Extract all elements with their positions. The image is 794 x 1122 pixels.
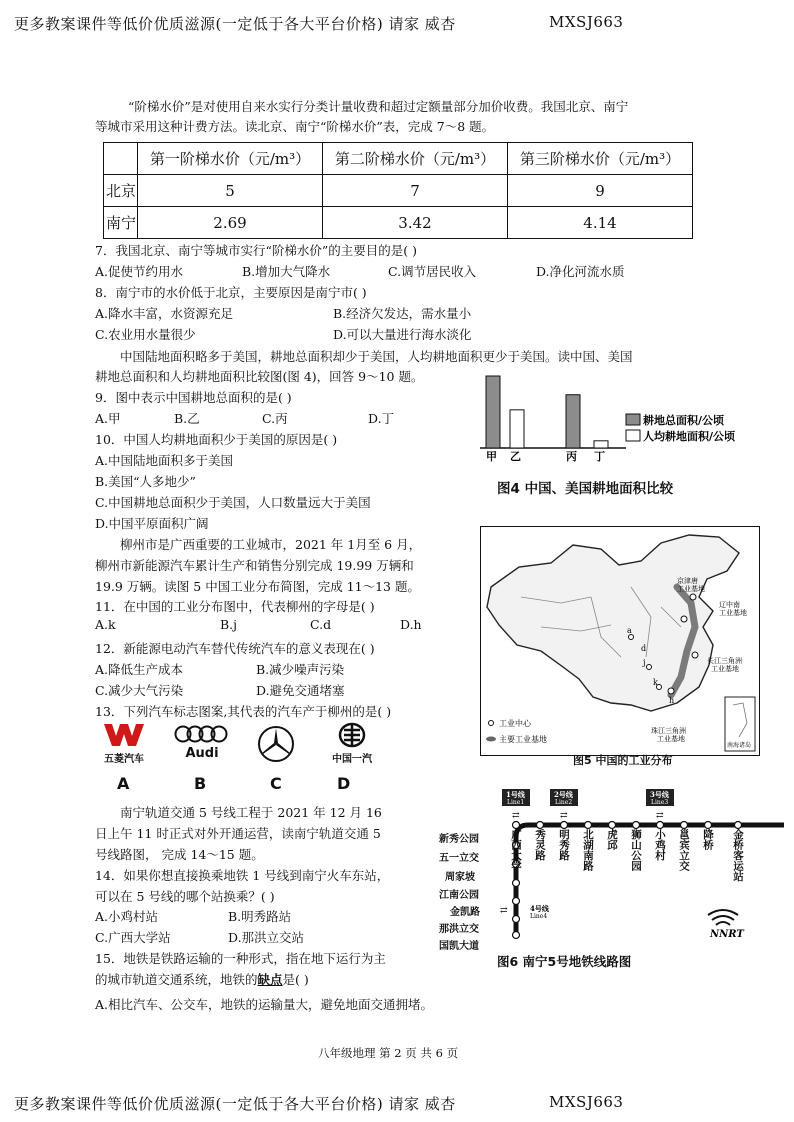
q7-option-b: B.增加大气降水 (242, 264, 331, 279)
line4-en: Line4 (530, 913, 548, 920)
table-cell: 9 (508, 175, 693, 207)
legend-swatch-percapita (626, 430, 640, 441)
station-label: 邕宾立交 (678, 829, 690, 871)
table-header-row (104, 143, 693, 175)
q12-option-d: D.避免交通堵塞 (256, 683, 345, 698)
table-cell: 4.14 (508, 207, 693, 239)
q10-option-c: C.中国耕地总面积少于美国，人口数量远大于美国 (95, 495, 371, 510)
legend-base-icon (486, 737, 496, 742)
map-label: 工业基地 (711, 665, 739, 673)
q9-option-d: D.丁 (368, 411, 395, 426)
transfer-icon: ⇄ (656, 811, 664, 821)
map-letter: a (627, 626, 632, 635)
station-dot (513, 916, 520, 923)
industrial-center-icon (692, 652, 698, 658)
q8-option-c: C.农业用水量很少 (95, 327, 196, 342)
logo-wuling (100, 722, 148, 766)
station-dot (513, 880, 520, 887)
wuling-emblem-icon (100, 722, 148, 748)
station-label: 金桥客运站 (732, 829, 744, 882)
station-label: 秀灵路 (534, 829, 546, 861)
table-header: 第一阶梯水价（元/m³） (138, 143, 323, 175)
china-map (481, 527, 759, 755)
q8-option-d: D.可以大量进行海水淡化 (333, 327, 472, 342)
legend-swatch-total (626, 414, 640, 425)
logo-letter-d: D (337, 774, 351, 793)
station-label: 周家坡 (445, 872, 475, 883)
station-label: 金凯路 (450, 907, 480, 918)
map-label: 长江三角洲 (707, 657, 742, 665)
q12-option-c: C.减少大气污染 (95, 683, 184, 698)
fig4-chart (478, 372, 736, 463)
q15-stem-part: 的城市轨道交通系统，地铁的 (95, 972, 258, 987)
q9-option-b: B.乙 (174, 411, 200, 426)
q14-option-a: A.小鸡村站 (95, 909, 159, 924)
transfer-icon: ⇄ (512, 811, 520, 821)
logo-letter-c: C (270, 774, 282, 793)
q15-stem-line1: 15．地铁是铁路运输的一种形式，指在地下运行为主 (95, 951, 386, 966)
table-header: 第三阶梯水价（元/m³） (508, 143, 693, 175)
footer-code: MXSJ663 (549, 1093, 624, 1111)
station-label: 降桥 (702, 829, 714, 850)
intro3-line3: 19.9 万辆。读图 5 中国工业分布简图，完成 11～13 题。 (95, 579, 420, 594)
footer-text: 更多教案课件等低价优质滋源(一定低于各大平台价格) 请家 威杏 (14, 1095, 456, 1113)
fig4-caption: 图4 中国、美国耕地面积比较 (497, 481, 674, 497)
map-letter: h (669, 696, 675, 705)
q12-stem: 12．新能源电动汽车替代传统汽车的意义表现在( ) (95, 641, 375, 656)
mercedes-star-icon (256, 724, 296, 764)
logo-letter-b: B (194, 774, 207, 793)
table-cell: 7 (323, 175, 508, 207)
intro4-line2: 日上午 11 时正式对外开通运营，读南宁轨道交通 5 (95, 826, 381, 841)
map-label: 辽中南 (719, 601, 740, 609)
table-cell-city: 南宁 (104, 207, 138, 239)
station-dot (513, 932, 520, 939)
q10-stem: 10．中国人均耕地面积少于美国的原因是( ) (95, 432, 338, 447)
q11-option-a: A.k (95, 617, 116, 632)
logo-faw (326, 722, 378, 766)
header-text: 更多教案课件等低价优质滋源(一定低于各大平台价格) 请家 威杏 (14, 15, 456, 33)
table-row (104, 175, 693, 207)
station-label: 小鸡村 (654, 829, 666, 861)
table-cell: 2.69 (138, 207, 323, 239)
chart-category-label: 丙 (566, 450, 577, 463)
table-cell: 3.42 (323, 207, 508, 239)
q14-stem-line2: 可以在 5 号线的哪个站换乘？( ) (95, 889, 275, 904)
table-row (104, 207, 693, 239)
legend-label-total: 耕地总面积/公顷 (643, 414, 725, 427)
header-code: MXSJ663 (549, 13, 624, 31)
chart-category-label: 甲 (486, 450, 497, 463)
station-dot (561, 822, 568, 829)
q12-option-b: B.减少噪声污染 (256, 662, 345, 677)
station-dot (513, 898, 520, 905)
station-dot (513, 822, 520, 829)
industrial-center-icon (647, 665, 652, 670)
station-dot (633, 822, 640, 829)
station-label: 新秀公园 (439, 834, 479, 845)
q14-option-d: D.那洪立交站 (228, 930, 305, 945)
intro4-line1: 南宁轨道交通 5 号线工程于 2021 年 12 月 16 (120, 805, 382, 820)
map-label: 工业基地 (719, 609, 747, 617)
q10-option-a: A.中国陆地面积多于美国 (95, 453, 234, 468)
map-letter: j (643, 658, 646, 667)
q15-stem-line2 (95, 970, 309, 988)
q14-stem-line1: 14．如果你想直接换乘地铁 1 号线到南宁火车东站， (95, 868, 390, 883)
station-label: 五一立交 (439, 853, 479, 864)
q8-option-a: A.降水丰富，水资源充足 (95, 306, 234, 321)
map-label: 珠江三角洲 (651, 727, 686, 735)
intro3-line1: 柳州市是广西重要的工业城市，2021 年 1月至 6 月， (120, 537, 422, 552)
nnrt-logo-text: NNRT (710, 929, 744, 940)
q15-emphasis: 缺点 (257, 972, 283, 987)
station-dot (537, 822, 544, 829)
line4-label: 4号线 (530, 904, 549, 913)
q7-option-d: D.净化河流水质 (536, 264, 625, 279)
transfer-icon: ⇄ (560, 811, 568, 821)
table-cell-city: 北京 (104, 175, 138, 207)
table-cell: 5 (138, 175, 323, 207)
fig5-caption: 图5 中国的工业分布 (573, 754, 673, 767)
faw-emblem-icon (326, 722, 378, 748)
table-header: 第二阶梯水价（元/m³） (323, 143, 508, 175)
q9-stem: 9．图中表示中国耕地总面积的是( ) (95, 390, 292, 405)
logo-audi-text: Audi (185, 746, 219, 761)
q8-stem: 8．南宁市的水价低于北京，主要原因是南宁市( ) (95, 285, 367, 300)
intro4-line3: 号线路图， 完成 14～15 题。 (95, 847, 264, 862)
logo-faw-text: 中国一汽 (332, 754, 372, 765)
chart-category-label: 丁 (594, 450, 605, 463)
map-label: 京津唐 (677, 577, 698, 585)
bar-yi (510, 410, 524, 448)
intro1-line1: “阶梯水价”是对使用自来水实行分类计量收费和超过定额量部分加价收费。我国北京、南宁 (128, 99, 629, 114)
logo-wuling-text: 五菱汽车 (104, 754, 144, 765)
bar-ding (594, 441, 608, 448)
station-dot (681, 822, 688, 829)
line2-badge-label: 2号线 (554, 790, 573, 799)
station-label: 国凯大道 (439, 941, 479, 952)
q13-stem: 13．下列汽车标志图案,其代表的汽车产于柳州的是( ) (95, 704, 392, 719)
china-outline (487, 535, 739, 711)
industrial-center-icon (690, 594, 696, 600)
q11-option-c: C.d (310, 617, 332, 632)
map-label: 工业基地 (657, 735, 685, 743)
intro1-line2: 等城市采用这种计费方法。读北京、南宁“阶梯水价”表，完成 7～8 题。 (95, 119, 495, 134)
q7-option-c: C.调节居民收入 (388, 264, 477, 279)
station-dot (585, 822, 592, 829)
q12-option-a: A.降低生产成本 (95, 662, 184, 677)
q11-stem: 11．在中国的工业分布图中，代表柳州的字母是( ) (95, 599, 375, 614)
q7-option-a: A.促使节约用水 (95, 264, 184, 279)
line1-badge-en: Line1 (507, 799, 525, 806)
industrial-center-icon (668, 688, 674, 694)
transfer-icon: ⇄ (500, 906, 508, 916)
legend-base-label: 主要工业基地 (499, 735, 547, 744)
audi-rings-icon (174, 724, 230, 744)
q9-option-c: C.丙 (262, 411, 288, 426)
station-label: 虎邱 (606, 829, 618, 850)
q14-option-b: B.明秀路站 (228, 909, 292, 924)
logo-letter-a: A (117, 774, 130, 793)
q15-stem-part: 是( ) (282, 972, 309, 987)
line3-badge-en: Line3 (651, 799, 669, 806)
q8-option-b: B.经济欠发达，需水量小 (333, 306, 472, 321)
station-dot (705, 822, 712, 829)
q15-option-a: A.相比汽车、公交车，地铁的运输量大，避免地面交通拥堵。 (95, 997, 434, 1012)
logo-audi (174, 724, 230, 764)
legend-center-icon (489, 721, 494, 726)
bar-jia (486, 376, 500, 448)
nnrt-logo-icon (708, 910, 738, 925)
q11-option-b: B.j (220, 617, 238, 632)
south-sea-label: 南海诸岛 (727, 742, 752, 749)
station-dot (609, 822, 616, 829)
q11-option-d: D.h (400, 617, 422, 632)
industrial-center-icon (629, 635, 634, 640)
chart-category-label: 乙 (510, 450, 521, 463)
map-label: 工业基地 (677, 585, 705, 593)
intro2-line1: 中国陆地面积略多于美国，耕地总面积却少于美国，人均耕地面积更少于美国。读中国、美国 (120, 349, 633, 364)
legend-center-label: 工业中心 (499, 719, 531, 728)
q9-option-a: A.甲 (95, 411, 121, 426)
q14-option-c: C.广西大学站 (95, 930, 171, 945)
station-dot (735, 822, 742, 829)
map-letter: k (653, 678, 658, 687)
q10-option-b: B.美国“人多地少” (95, 474, 196, 489)
intro2-line2: 耕地总面积和人均耕地面积比较图(图 4)，回答 9～10 题。 (95, 369, 424, 384)
fig6-caption: 图6 南宁5号地铁线路图 (497, 954, 632, 969)
page-number: 八年级地理 第 2 页 共 6 页 (318, 1046, 459, 1060)
legend-label-percapita: 人均耕地面积/公顷 (643, 430, 736, 443)
station-dot (657, 822, 664, 829)
fig5-map-frame (480, 526, 760, 756)
intro3-line2: 柳州市新能源汽车累计生产和销售分别完成 19.99 万辆和 (95, 558, 414, 573)
station-label: 北湖南路 (582, 829, 594, 871)
line3-badge-label: 3号线 (650, 790, 669, 799)
industrial-center-icon (681, 616, 687, 622)
station-label: 那洪立交 (439, 924, 479, 935)
bar-bing (566, 395, 580, 448)
station-label: 狮山公园 (630, 829, 642, 871)
line1-badge-label: 1号线 (506, 790, 525, 799)
station-label: 广西大学 (510, 829, 522, 871)
station-label: 明秀路 (558, 829, 570, 861)
line2-badge-en: Line2 (555, 799, 573, 806)
q10-option-d: D.中国平原面积广阔 (95, 516, 209, 531)
water-price-table (103, 142, 693, 239)
q7-stem: 7．我国北京、南宁等城市实行“阶梯水价”的主要目的是( ) (95, 243, 417, 258)
station-label: 江南公园 (439, 890, 479, 901)
map-letter: d (641, 644, 647, 653)
